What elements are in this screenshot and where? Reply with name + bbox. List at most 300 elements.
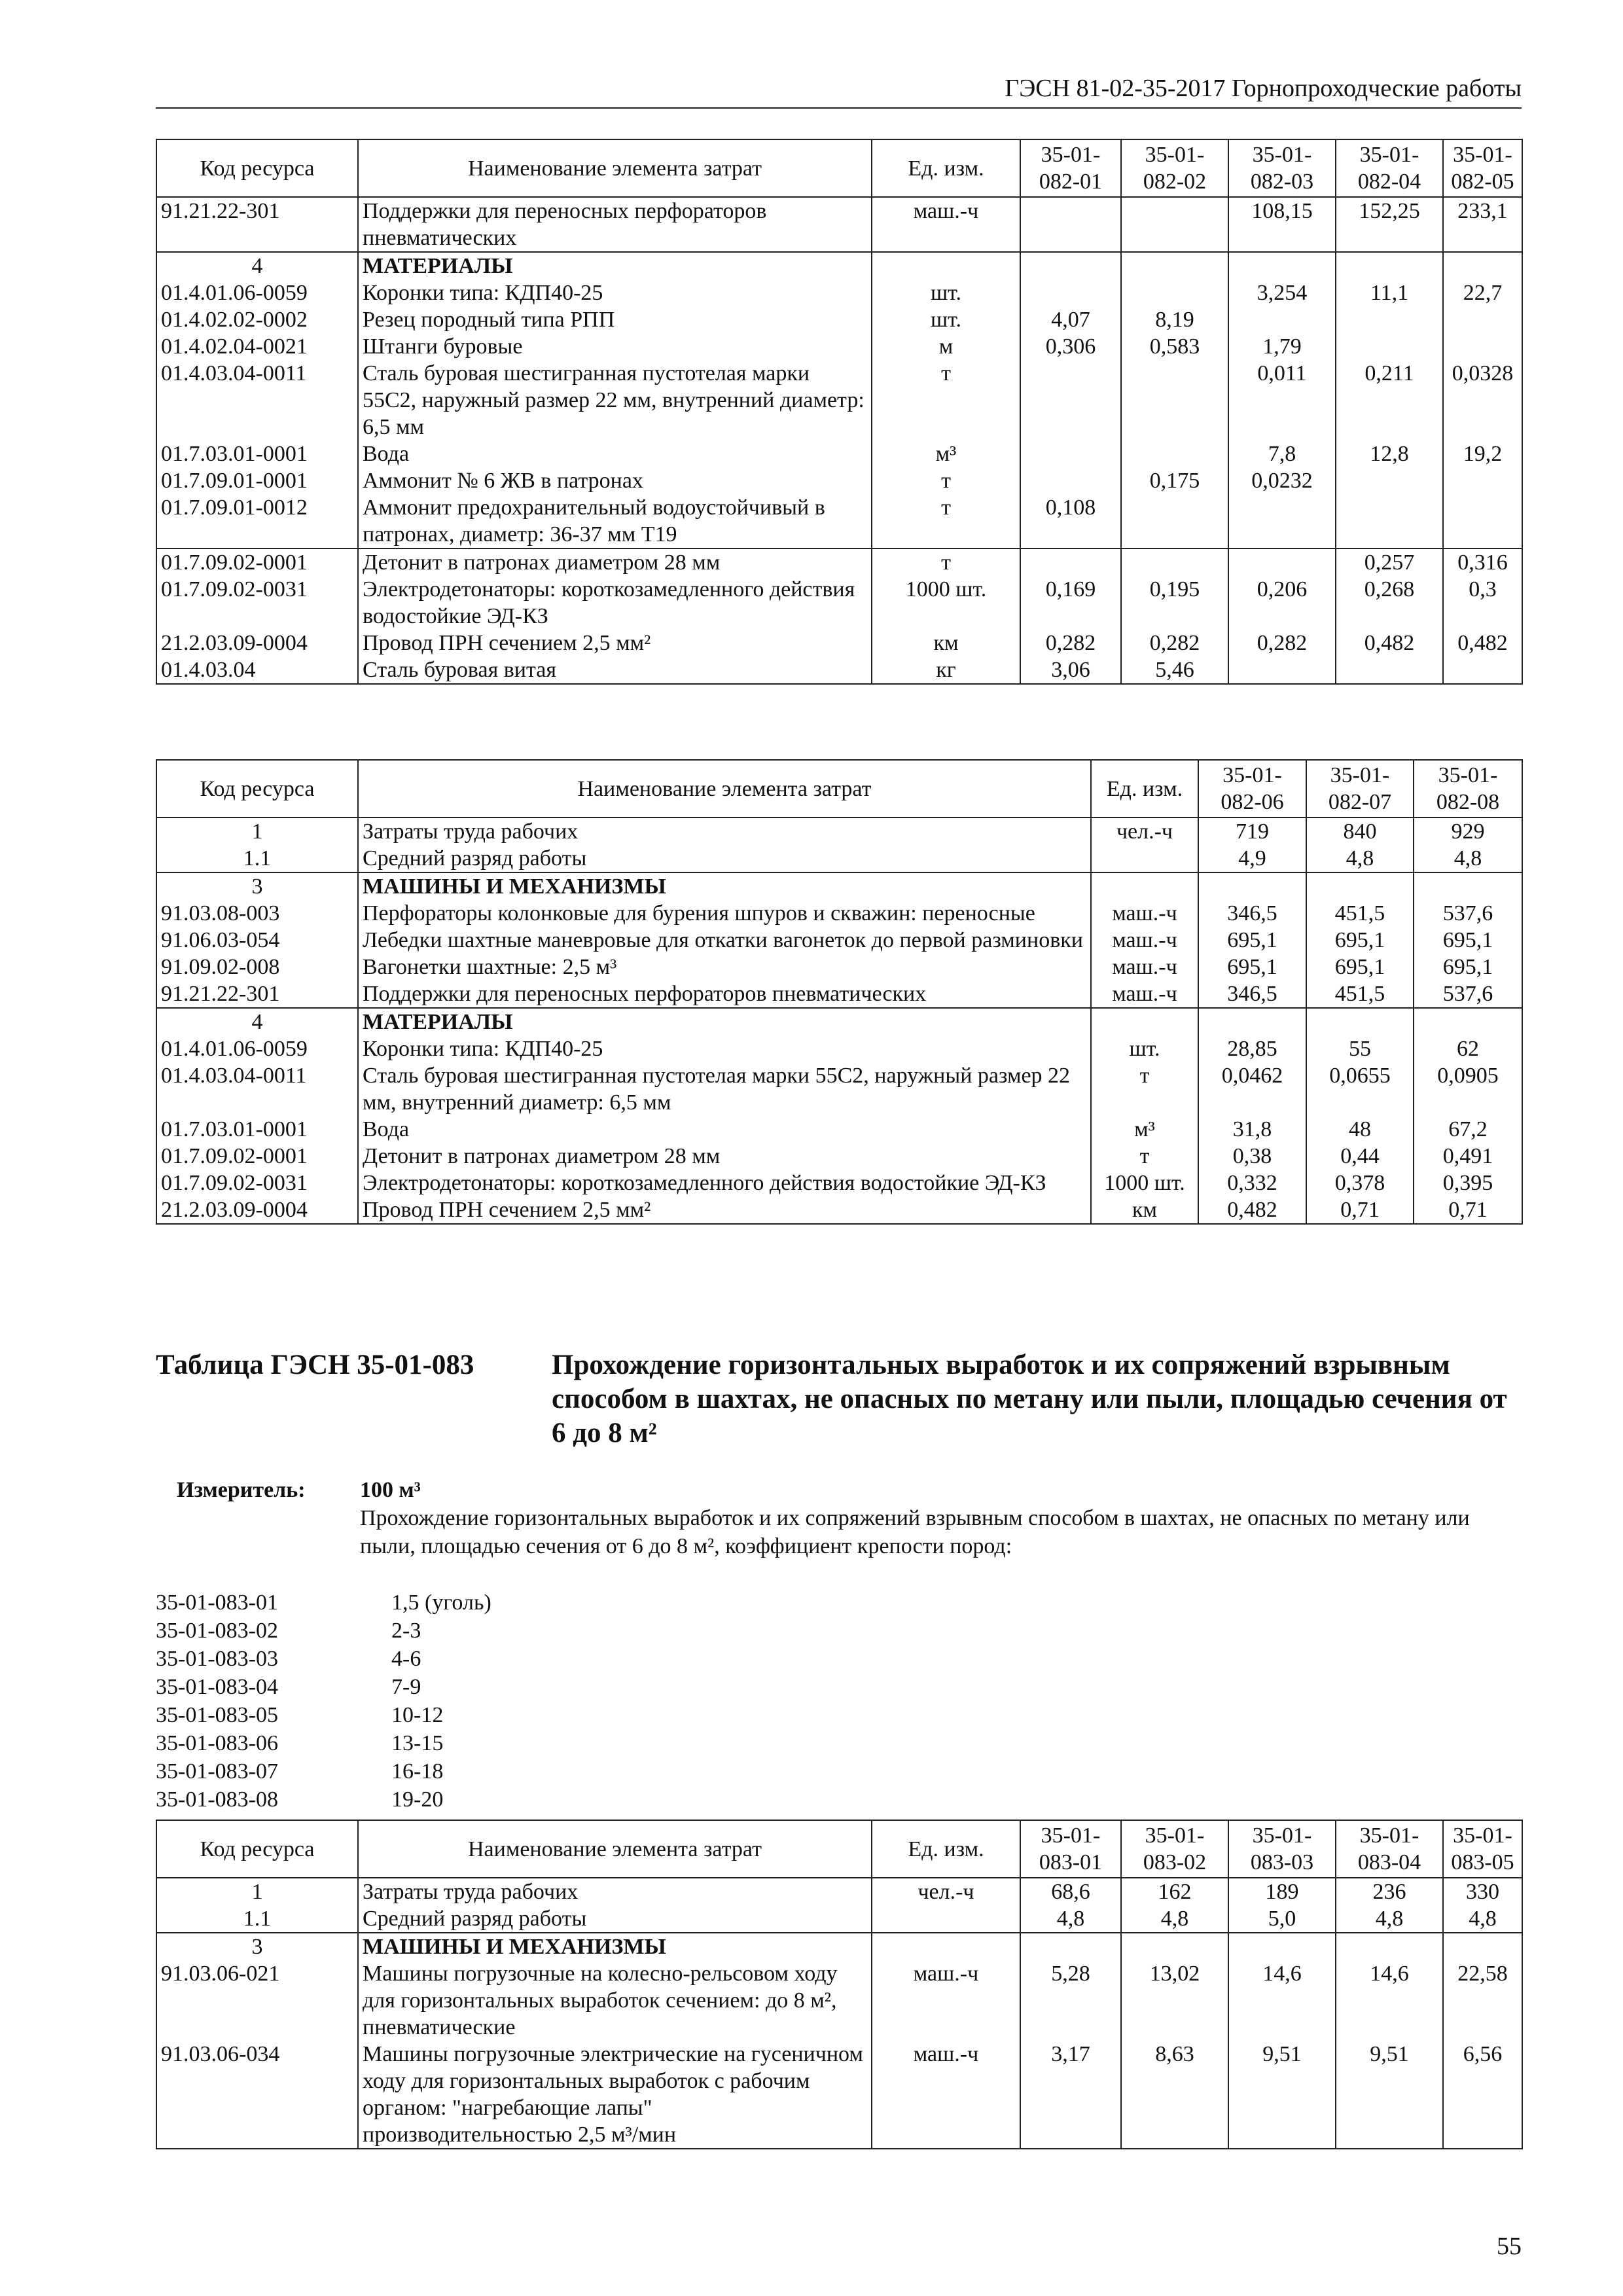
norm-value: 0,491 — [1414, 1143, 1522, 1170]
norm-value — [1020, 360, 1121, 440]
col-header-norm: 35-01- 083-05 — [1443, 1820, 1522, 1878]
norm-value: 48 — [1306, 1116, 1414, 1143]
resource-name: Коронки типа: КДП40-25 — [358, 1035, 1091, 1062]
resource-code: 4 — [156, 1008, 358, 1035]
norm-value — [1198, 872, 1306, 900]
table-row — [156, 817, 1522, 845]
table-row — [156, 333, 1522, 360]
resource-name: Затраты труда рабочих — [358, 1878, 872, 1905]
resource-code: 91.03.06-021 — [156, 1960, 358, 2041]
resource-name: МАШИНЫ И МЕХАНИЗМЫ — [358, 872, 1091, 900]
norm-value: 12,8 — [1336, 440, 1443, 467]
norm-value: 0,206 — [1228, 576, 1336, 630]
norm-value: 0,378 — [1306, 1170, 1414, 1196]
norm-value — [1020, 467, 1121, 494]
norm-value: 0,71 — [1414, 1196, 1522, 1224]
resource-unit: маш.-ч — [1091, 900, 1198, 927]
resource-code: 4 — [156, 252, 358, 279]
resource-name: Детонит в патронах диаметром 28 мм — [358, 548, 872, 576]
resource-code: 01.7.09.02-0001 — [156, 548, 358, 576]
resource-unit: 1000 шт. — [1091, 1170, 1198, 1196]
col-header-norm: 35-01- 083-02 — [1121, 1820, 1228, 1878]
col-header-name: Наименование элемента затрат — [358, 760, 1091, 817]
norm-value: 695,1 — [1306, 954, 1414, 980]
norm-code: 35-01-083-01 — [156, 1590, 278, 1615]
table-row — [156, 197, 1522, 252]
norm-code-list — [156, 1588, 745, 1814]
table-row — [156, 279, 1522, 306]
resource-code: 1.1 — [156, 1905, 358, 1933]
table-row — [156, 548, 1522, 576]
norm-value: 0,211 — [1336, 360, 1443, 440]
table-row — [156, 872, 1522, 900]
norm-value: 6,56 — [1443, 2041, 1522, 2149]
resource-code: 91.21.22-301 — [156, 197, 358, 252]
resource-unit — [872, 1933, 1020, 1960]
resource-name: Аммонит № 6 ЖВ в патронах — [358, 467, 872, 494]
norm-value: 346,5 — [1198, 980, 1306, 1008]
norm-value: 537,6 — [1414, 980, 1522, 1008]
norm-value: 695,1 — [1198, 927, 1306, 954]
norm-value: 3,17 — [1020, 2041, 1121, 2149]
resource-unit: 1000 шт. — [872, 576, 1020, 630]
resource-code: 21.2.03.09-0004 — [156, 1196, 358, 1224]
resource-unit: км — [1091, 1196, 1198, 1224]
resource-name: Коронки типа: КДП40-25 — [358, 279, 872, 306]
resource-code: 01.4.02.02-0002 — [156, 306, 358, 333]
resource-unit — [1091, 872, 1198, 900]
table-row — [156, 1170, 1522, 1196]
norm-value — [1228, 252, 1336, 279]
norm-value — [1198, 1008, 1306, 1035]
resource-unit: км — [872, 630, 1020, 656]
norm-value: 695,1 — [1306, 927, 1414, 954]
table-row — [156, 1035, 1522, 1062]
col-header-unit: Ед. изм. — [872, 1820, 1020, 1878]
table-header-row — [156, 139, 1522, 197]
norm-code-item — [156, 1757, 745, 1785]
table-row — [156, 440, 1522, 467]
resource-unit: т — [1091, 1062, 1198, 1116]
resource-table-083-01-05 — [156, 1820, 1523, 2149]
table-row — [156, 467, 1522, 494]
norm-value — [1020, 252, 1121, 279]
table-row — [156, 2041, 1522, 2149]
resource-code: 01.4.02.04-0021 — [156, 333, 358, 360]
table-header-row — [156, 760, 1522, 817]
resource-unit: т — [872, 467, 1020, 494]
col-header-norm: 35-01- 082-06 — [1198, 760, 1306, 817]
norm-value: 7,8 — [1228, 440, 1336, 467]
resource-name: Провод ПРН сечением 2,5 мм² — [358, 630, 872, 656]
resource-code: 91.21.22-301 — [156, 980, 358, 1008]
rock-hardness-coefficient: 7-9 — [391, 1675, 421, 1699]
norm-value — [1121, 548, 1228, 576]
resource-code: 01.4.03.04-0011 — [156, 360, 358, 440]
norm-value — [1443, 252, 1522, 279]
col-header-name: Наименование элемента затрат — [358, 1820, 872, 1878]
norm-value: 13,02 — [1121, 1960, 1228, 2041]
resource-unit: шт. — [872, 279, 1020, 306]
norm-value — [1228, 548, 1336, 576]
norm-value: 0,282 — [1020, 630, 1121, 656]
resource-unit: кг — [872, 656, 1020, 684]
col-header-unit: Ед. изм. — [1091, 760, 1198, 817]
norm-value: 67,2 — [1414, 1116, 1522, 1143]
rock-hardness-coefficient: 2-3 — [391, 1619, 421, 1643]
resource-unit: м³ — [1091, 1116, 1198, 1143]
col-header-norm: 35-01- 083-04 — [1336, 1820, 1443, 1878]
norm-code-item — [156, 1645, 745, 1673]
resource-name: Сталь буровая витая — [358, 656, 872, 684]
norm-value: 346,5 — [1198, 900, 1306, 927]
resource-name: Аммонит предохранительный водоустойчивый в патронах, диаметр: 36-37 мм Т19 — [358, 494, 872, 548]
resource-code: 1.1 — [156, 845, 358, 872]
norm-value — [1121, 440, 1228, 467]
norm-code-item — [156, 1673, 745, 1701]
resource-name: Сталь буровая шестигранная пустотелая марки 55С2, наружный размер 22 мм, внутренний диаметр: 6,5 мм — [358, 360, 872, 440]
norm-code: 35-01-083-05 — [156, 1703, 278, 1727]
table-row — [156, 252, 1522, 279]
norm-value — [1336, 1933, 1443, 1960]
norm-value: 3,254 — [1228, 279, 1336, 306]
resource-code: 3 — [156, 872, 358, 900]
resource-code: 91.03.08-003 — [156, 900, 358, 927]
norm-value — [1414, 872, 1522, 900]
resource-code: 01.4.01.06-0059 — [156, 279, 358, 306]
norm-value — [1336, 494, 1443, 548]
resource-unit: маш.-ч — [872, 197, 1020, 252]
measure-unit: 100 м³ — [360, 1478, 421, 1502]
norm-value: 0,3 — [1443, 576, 1522, 630]
norm-value — [1020, 1933, 1121, 1960]
table-row — [156, 1905, 1522, 1933]
norm-value: 9,51 — [1228, 2041, 1336, 2149]
table-row — [156, 1062, 1522, 1116]
table-row — [156, 1008, 1522, 1035]
col-header-norm: 35-01- 082-08 — [1414, 760, 1522, 817]
norm-code: 35-01-083-07 — [156, 1759, 278, 1784]
norm-value: 5,28 — [1020, 1960, 1121, 2041]
resource-unit: чел.-ч — [1091, 817, 1198, 845]
norm-value: 189 — [1228, 1878, 1336, 1905]
norm-code-item — [156, 1588, 745, 1617]
norm-value: 451,5 — [1306, 900, 1414, 927]
resource-name: Лебедки шахтные маневровые для откатки вагонеток до первой разминовки — [358, 927, 1091, 954]
resource-unit: маш.-ч — [872, 1960, 1020, 2041]
norm-value: 0,38 — [1198, 1143, 1306, 1170]
table-row — [156, 306, 1522, 333]
norm-value — [1121, 360, 1228, 440]
norm-value: 695,1 — [1414, 954, 1522, 980]
table-row — [156, 845, 1522, 872]
norm-value: 0,0328 — [1443, 360, 1522, 440]
resource-code: 91.09.02-008 — [156, 954, 358, 980]
col-header-norm: 35-01- 082-04 — [1336, 139, 1443, 197]
norm-value: 0,482 — [1443, 630, 1522, 656]
norm-code: 35-01-083-02 — [156, 1619, 278, 1643]
resource-name: Поддержки для переносных перфораторов пневматических — [358, 980, 1091, 1008]
norm-value: 0,195 — [1121, 576, 1228, 630]
col-header-norm: 35-01- 082-03 — [1228, 139, 1336, 197]
table-row — [156, 927, 1522, 954]
resource-name: МАТЕРИАЛЫ — [358, 1008, 1091, 1035]
norm-value — [1020, 548, 1121, 576]
resource-code: 21.2.03.09-0004 — [156, 630, 358, 656]
measure-description: Прохождение горизонтальных выработок и их сопряжений взрывным способом в шахтах, не опасных по метану или пыли, площадью сечения от 6 до 8 м², коэффициент крепости пород: — [360, 1506, 1470, 1558]
resource-name: Электродетонаторы: короткозамедленного действия водостойкие ЭД-КЗ — [358, 576, 872, 630]
table-row — [156, 630, 1522, 656]
resource-code: 91.03.06-034 — [156, 2041, 358, 2149]
norm-value — [1414, 1008, 1522, 1035]
norm-value: 0,282 — [1121, 630, 1228, 656]
table-row — [156, 1960, 1522, 2041]
resource-unit: маш.-ч — [1091, 954, 1198, 980]
table-row — [156, 980, 1522, 1008]
resource-code: 01.7.03.01-0001 — [156, 1116, 358, 1143]
norm-value: 28,85 — [1198, 1035, 1306, 1062]
resource-unit: м — [872, 333, 1020, 360]
table-row — [156, 576, 1522, 630]
norm-code-item — [156, 1701, 745, 1729]
resource-code: 01.7.09.01-0001 — [156, 467, 358, 494]
norm-value: 14,6 — [1336, 1960, 1443, 2041]
norm-value: 4,8 — [1443, 1905, 1522, 1933]
resource-code: 91.06.03-054 — [156, 927, 358, 954]
norm-value — [1443, 494, 1522, 548]
norm-value — [1443, 1933, 1522, 1960]
rock-hardness-coefficient: 10-12 — [391, 1703, 444, 1727]
norm-value: 840 — [1306, 817, 1414, 845]
resource-unit — [872, 252, 1020, 279]
resource-name: Сталь буровая шестигранная пустотелая марки 55С2, наружный размер 22 мм, внутренний диаметр: 6,5 мм — [358, 1062, 1091, 1116]
norm-value: 3,06 — [1020, 656, 1121, 684]
resource-unit: шт. — [1091, 1035, 1198, 1062]
resource-table-082-06-08 — [156, 759, 1523, 1225]
norm-value — [1443, 656, 1522, 684]
resource-name: Средний разряд работы — [358, 1905, 872, 1933]
norm-value — [1336, 467, 1443, 494]
norm-code-item — [156, 1617, 745, 1645]
norm-value — [1443, 333, 1522, 360]
running-header: ГЭСН 81-02-35-2017 Горнопроходческие работы — [156, 73, 1522, 109]
resource-unit: т — [872, 494, 1020, 548]
norm-value: 0,395 — [1414, 1170, 1522, 1196]
norm-value: 62 — [1414, 1035, 1522, 1062]
norm-value: 0,282 — [1228, 630, 1336, 656]
resource-name: Вагонетки шахтные: 2,5 м³ — [358, 954, 1091, 980]
resource-name: Вода — [358, 440, 872, 467]
resource-name: Затраты труда рабочих — [358, 817, 1091, 845]
norm-value: 4,8 — [1336, 1905, 1443, 1933]
norm-value: 1,79 — [1228, 333, 1336, 360]
norm-value: 0,583 — [1121, 333, 1228, 360]
table-row — [156, 1116, 1522, 1143]
resource-name: Электродетонаторы: короткозамедленного действия водостойкие ЭД-КЗ — [358, 1170, 1091, 1196]
col-header-unit: Ед. изм. — [872, 139, 1020, 197]
table-row — [156, 900, 1522, 927]
rock-hardness-coefficient: 4-6 — [391, 1647, 421, 1671]
norm-value: 0,169 — [1020, 576, 1121, 630]
resource-unit: м³ — [872, 440, 1020, 467]
table-label: Таблица ГЭСН 35-01-083 — [156, 1350, 474, 1380]
table-row — [156, 1143, 1522, 1170]
resource-name: Перфораторы колонковые для бурения шпуров и скважин: переносные — [358, 900, 1091, 927]
col-header-name: Наименование элемента затрат — [358, 139, 872, 197]
norm-value — [1336, 656, 1443, 684]
col-header-norm: 35-01- 082-01 — [1020, 139, 1121, 197]
norm-value: 0,306 — [1020, 333, 1121, 360]
norm-value: 68,6 — [1020, 1878, 1121, 1905]
norm-value: 0,316 — [1443, 548, 1522, 576]
norm-value — [1228, 656, 1336, 684]
resource-name: Поддержки для переносных перфораторов пневматических — [358, 197, 872, 252]
norm-value: 330 — [1443, 1878, 1522, 1905]
norm-code-item — [156, 1729, 745, 1757]
norm-value: 0,482 — [1336, 630, 1443, 656]
col-header-norm: 35-01- 083-03 — [1228, 1820, 1336, 1878]
resource-code: 01.4.03.04 — [156, 656, 358, 684]
norm-value: 233,1 — [1443, 197, 1522, 252]
resource-unit — [872, 1905, 1020, 1933]
norm-value: 0,0232 — [1228, 467, 1336, 494]
rock-hardness-coefficient: 16-18 — [391, 1759, 444, 1784]
norm-code-item — [156, 1785, 745, 1814]
norm-value: 4,8 — [1020, 1905, 1121, 1933]
norm-value — [1443, 306, 1522, 333]
resource-unit: т — [1091, 1143, 1198, 1170]
norm-value: 0,0462 — [1198, 1062, 1306, 1116]
norm-value: 695,1 — [1414, 927, 1522, 954]
col-header-norm: 35-01- 082-02 — [1121, 139, 1228, 197]
norm-value — [1121, 197, 1228, 252]
norm-value: 22,7 — [1443, 279, 1522, 306]
norm-value — [1020, 279, 1121, 306]
resource-name: Средний разряд работы — [358, 845, 1091, 872]
table-caption: Прохождение горизонтальных выработок и их сопряжений взрывным способом в шахтах, не опасных по метану или пыли, площадью сечения от 6 до 8 м² — [552, 1350, 1507, 1448]
resource-unit — [1091, 845, 1198, 872]
resource-unit: т — [872, 548, 1020, 576]
norm-value: 0,257 — [1336, 548, 1443, 576]
norm-value: 4,8 — [1121, 1905, 1228, 1933]
norm-value: 11,1 — [1336, 279, 1443, 306]
resource-code: 01.4.01.06-0059 — [156, 1035, 358, 1062]
resource-code: 01.7.09.02-0031 — [156, 576, 358, 630]
resource-name: Машины погрузочные электрические на гусеничном ходу для горизонтальных выработок с рабочим органом: "нагребающие лапы" производительностью 2,5 м³/мин — [358, 2041, 872, 2149]
norm-value — [1306, 1008, 1414, 1035]
table-header-row — [156, 1820, 1522, 1878]
norm-value — [1121, 1933, 1228, 1960]
norm-code: 35-01-083-03 — [156, 1647, 278, 1671]
norm-value — [1336, 252, 1443, 279]
norm-value: 0,482 — [1198, 1196, 1306, 1224]
table-row — [156, 494, 1522, 548]
resource-unit: шт. — [872, 306, 1020, 333]
norm-value: 537,6 — [1414, 900, 1522, 927]
norm-value: 162 — [1121, 1878, 1228, 1905]
resource-unit: т — [872, 360, 1020, 440]
norm-value: 0,011 — [1228, 360, 1336, 440]
norm-value — [1228, 1933, 1336, 1960]
norm-value: 0,108 — [1020, 494, 1121, 548]
norm-value — [1121, 252, 1228, 279]
norm-value: 0,44 — [1306, 1143, 1414, 1170]
norm-value: 4,07 — [1020, 306, 1121, 333]
resource-code: 3 — [156, 1933, 358, 1960]
norm-value: 0,71 — [1306, 1196, 1414, 1224]
norm-value: 8,19 — [1121, 306, 1228, 333]
resource-name: МАШИНЫ И МЕХАНИЗМЫ — [358, 1933, 872, 1960]
norm-value: 929 — [1414, 817, 1522, 845]
resource-name: Резец породный типа РПП — [358, 306, 872, 333]
norm-value — [1228, 306, 1336, 333]
norm-value: 4,8 — [1306, 845, 1414, 872]
norm-value: 8,63 — [1121, 2041, 1228, 2149]
resource-unit — [1091, 1008, 1198, 1035]
resource-unit: маш.-ч — [1091, 927, 1198, 954]
resource-code: 01.4.03.04-0011 — [156, 1062, 358, 1116]
table-row — [156, 656, 1522, 684]
col-header-norm: 35-01- 082-05 — [1443, 139, 1522, 197]
rock-hardness-coefficient: 1,5 (уголь) — [391, 1590, 491, 1615]
norm-code: 35-01-083-08 — [156, 1787, 278, 1812]
page-number: 55 — [1497, 2233, 1522, 2260]
table-row — [156, 360, 1522, 440]
resource-unit: чел.-ч — [872, 1878, 1020, 1905]
norm-value — [1020, 197, 1121, 252]
norm-value: 695,1 — [1198, 954, 1306, 980]
norm-code: 35-01-083-04 — [156, 1675, 278, 1699]
rock-hardness-coefficient: 13-15 — [391, 1731, 444, 1755]
norm-value — [1228, 494, 1336, 548]
norm-value: 0,332 — [1198, 1170, 1306, 1196]
resource-code: 1 — [156, 817, 358, 845]
col-header-code: Код ресурса — [156, 1820, 358, 1878]
resource-name: Штанги буровые — [358, 333, 872, 360]
norm-value — [1121, 279, 1228, 306]
norm-value: 0,175 — [1121, 467, 1228, 494]
norm-value: 0,0655 — [1306, 1062, 1414, 1116]
norm-value: 152,25 — [1336, 197, 1443, 252]
norm-value: 55 — [1306, 1035, 1414, 1062]
norm-value — [1121, 494, 1228, 548]
norm-value: 9,51 — [1336, 2041, 1443, 2149]
resource-unit: маш.-ч — [1091, 980, 1198, 1008]
resource-name: Вода — [358, 1116, 1091, 1143]
col-header-norm: 35-01- 082-07 — [1306, 760, 1414, 817]
resource-name: Детонит в патронах диаметром 28 мм — [358, 1143, 1091, 1170]
norm-code: 35-01-083-06 — [156, 1731, 278, 1755]
col-header-norm: 35-01- 083-01 — [1020, 1820, 1121, 1878]
resource-table-082-01-05 — [156, 139, 1523, 685]
resource-code: 01.7.03.01-0001 — [156, 440, 358, 467]
norm-value: 22,58 — [1443, 1960, 1522, 2041]
norm-value: 5,46 — [1121, 656, 1228, 684]
col-header-code: Код ресурса — [156, 760, 358, 817]
table-row — [156, 954, 1522, 980]
norm-value: 31,8 — [1198, 1116, 1306, 1143]
resource-name: Провод ПРН сечением 2,5 мм² — [358, 1196, 1091, 1224]
resource-code: 01.7.09.02-0001 — [156, 1143, 358, 1170]
table-row — [156, 1196, 1522, 1224]
resource-unit: маш.-ч — [872, 2041, 1020, 2149]
norm-value — [1336, 333, 1443, 360]
measure-label: Измеритель: — [177, 1478, 306, 1502]
norm-value — [1443, 467, 1522, 494]
table-row — [156, 1933, 1522, 1960]
norm-value: 19,2 — [1443, 440, 1522, 467]
resource-code: 01.7.09.02-0031 — [156, 1170, 358, 1196]
